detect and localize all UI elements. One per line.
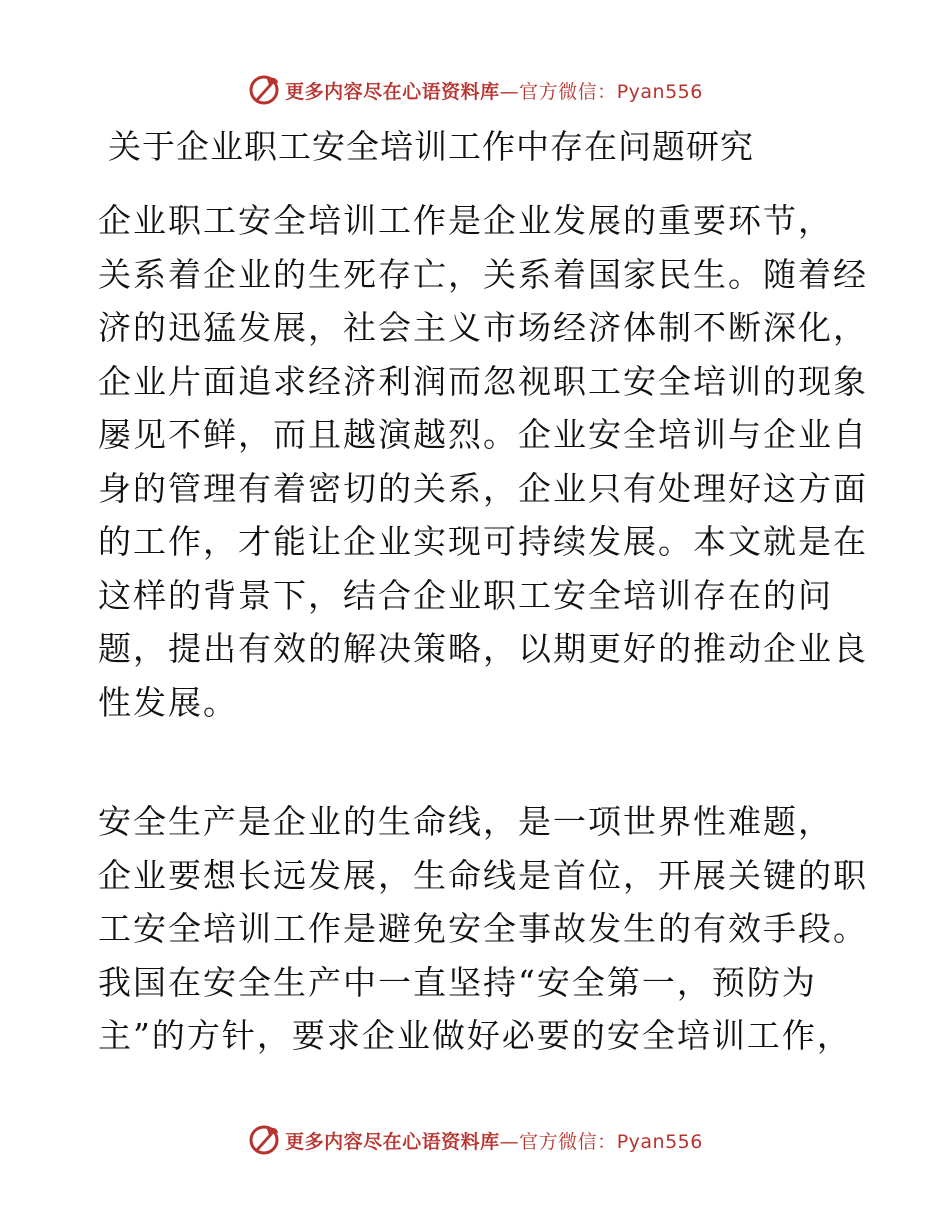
- paragraph-line: 关系着企业的生死存亡，关系着国家民生。随着经: [98, 254, 868, 294]
- paragraph-line: 企业片面追求经济利润而忽视职工安全培训的现象: [98, 361, 868, 401]
- paragraph-line: 安全生产是企业的生命线，是一项世界性难题，: [98, 802, 833, 841]
- paragraph-line: 身的管理有着密切的关系，企业只有处理好这方面: [98, 468, 868, 508]
- footer-banner-text: 更多内容尽在心语资料库—官方微信：Pyan556: [285, 1130, 703, 1153]
- paragraph-line: 题，提出有效的解决策略，以期更好的推动企业良: [98, 629, 868, 668]
- paragraph-line: 这样的背景下，结合企业职工安全培训存在的问: [98, 575, 833, 615]
- paragraph-1: [98, 194, 868, 729]
- footer-banner: [0, 1120, 950, 1160]
- paragraph-line: 工安全培训工作是避免安全事故发生的有效手段。: [98, 909, 868, 948]
- header-banner-text: 更多内容尽在心语资料库—官方微信：Pyan556: [285, 80, 703, 103]
- paragraph-line: 主”的方针，要求企业做好必要的安全培训工作，: [98, 1016, 852, 1055]
- paragraph-line: 企业职工安全培训工作是企业发展的重要环节，: [98, 201, 833, 240]
- paragraph-line: 我国在安全生产中一直坚持“安全第一，预防为: [98, 962, 817, 1002]
- paragraph-line: 企业要想长远发展，生命线是首位，开展关键的职: [98, 855, 868, 895]
- header-banner: [0, 70, 950, 110]
- document-title: 关于企业职工安全培训工作中存在问题研究: [108, 127, 754, 166]
- paragraph-line: 性发展。: [98, 682, 238, 722]
- quill-circle-icon: [247, 1123, 281, 1157]
- paragraph-2: [98, 795, 868, 1063]
- paragraph-line: 屡见不鲜，而且越演越烈。企业安全培训与企业自: [98, 415, 868, 454]
- quill-circle-icon: [247, 73, 281, 107]
- paragraph-line: 济的迅猛发展，社会主义市场经济体制不断深化，: [98, 308, 868, 347]
- paragraph-line: 的工作，才能让企业实现可持续发展。本文就是在: [98, 522, 868, 561]
